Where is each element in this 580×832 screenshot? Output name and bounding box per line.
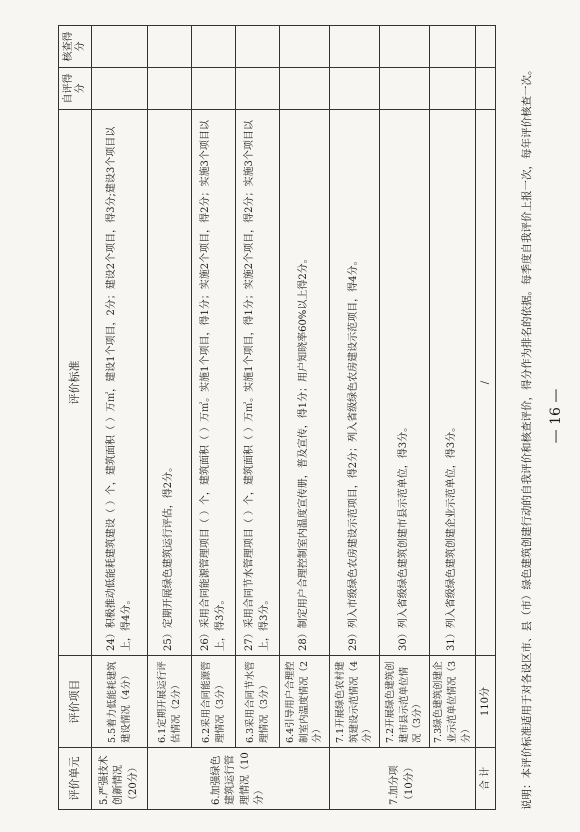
table-row (280, 26, 330, 810)
self-score-cell (92, 68, 148, 110)
self-score-cell (330, 68, 380, 110)
table-row (380, 26, 430, 810)
standard-cell: 30）列入省级绿色建筑创建市县示范单位，得3分。 (380, 110, 430, 656)
table-row (192, 26, 236, 810)
total-standard: / (476, 110, 496, 656)
total-label: 合 计 (476, 748, 496, 810)
check-score-cell (330, 26, 380, 68)
table-row (148, 26, 192, 810)
standard-cell: 28）制定用户合理控制室内温度宣传册，普及宣传，得1分；用户知晓率60%以上得2分。 (280, 110, 330, 656)
self-score-cell (192, 68, 236, 110)
standard-cell: 31）列入省级绿色建筑创建企业示范单位，得3分。 (430, 110, 476, 656)
self-score-cell (280, 68, 330, 110)
check-score-cell (430, 26, 476, 68)
standard-cell: 25）定期开展绿色建筑运行评估，得2分。 (148, 110, 192, 656)
page-number: — 16 — (548, 388, 564, 444)
check-score-cell (192, 26, 236, 68)
check-score-cell (380, 26, 430, 68)
item-cell: 6.3采用合同节水管理情况（3分） (236, 656, 280, 748)
check-score-cell (476, 26, 496, 68)
standard-cell: 26）采用合同能源管理项目（ ）个，建筑面积（ ）万㎡。实施1个项目，得1分；实施2个项目，得2分；实施3个项目以上，得3分。 (192, 110, 236, 656)
self-score-cell (476, 68, 496, 110)
standard-cell: 27）采用合同节水管理项目（ ）个，建筑面积（ ）万㎡。实施1个项目，得1分；实施2个项目，得2分；实施3个项目以上，得3分。 (236, 110, 280, 656)
item-cell: 5.5着力低能耗建筑建设情况（4分） (92, 656, 148, 748)
self-score-cell (236, 68, 280, 110)
header-item: 评价项目 (59, 656, 92, 748)
check-score-cell (236, 26, 280, 68)
self-score-cell (380, 68, 430, 110)
total-score: 110分 (476, 656, 496, 748)
check-score-cell (92, 26, 148, 68)
table-row (330, 26, 380, 810)
table-header-row (59, 26, 92, 810)
table-row (92, 26, 148, 810)
item-cell: 7.3绿色建筑创建企业示范单位情况（3分） (430, 656, 476, 748)
unit-cell: 5.严强技术创新情况（20分） (92, 748, 148, 810)
check-score-cell (148, 26, 192, 68)
header-unit: 评价单元 (59, 748, 92, 810)
item-cell: 7.1开展绿色农村建筑建设示范情况（4分） (330, 656, 380, 748)
header-standard: 评价标准 (59, 110, 92, 656)
standard-cell: 29）列入市级绿色农房建设示范项目，得2分；列入省级绿色农房建设示范项目，得4分。 (330, 110, 380, 656)
evaluation-table (58, 25, 496, 810)
check-score-cell (280, 26, 330, 68)
unit-cell: 6.加强绿色建筑运行管理情况（10分） (148, 748, 330, 810)
header-self-score: 自评得分 (59, 68, 92, 110)
unit-cell: 7.加分项（10分） (330, 748, 476, 810)
self-score-cell (430, 68, 476, 110)
total-row (476, 26, 496, 810)
table-note: 说明：本评价标准适用于对各设区市、县（市）绿色建筑创建行动的自我评价和核查评价，得分作为排名的依据。每季度自我评价上报一次，每年评价核查一次。 (521, 64, 533, 810)
table-row (430, 26, 476, 810)
standard-cell: 24）积极推动低能耗建筑建设（ ）个，建筑面积（ ）万㎡，建设1个项目，2分；建设2个项目，得3分;建设3个项目以上，得4分。 (92, 110, 148, 656)
header-check-score: 核查得分 (59, 26, 92, 68)
item-cell: 6.2采用合同能源管理情况（3分） (192, 656, 236, 748)
item-cell: 7.2开展绿色建筑创建市县示范单位情况（3分） (380, 656, 430, 748)
item-cell: 6.1定期开展运行评估情况（2分） (148, 656, 192, 748)
item-cell: 6.4引导用户合理控制室内温度情况（2分） (280, 656, 330, 748)
table-row (236, 26, 280, 810)
self-score-cell (148, 68, 192, 110)
